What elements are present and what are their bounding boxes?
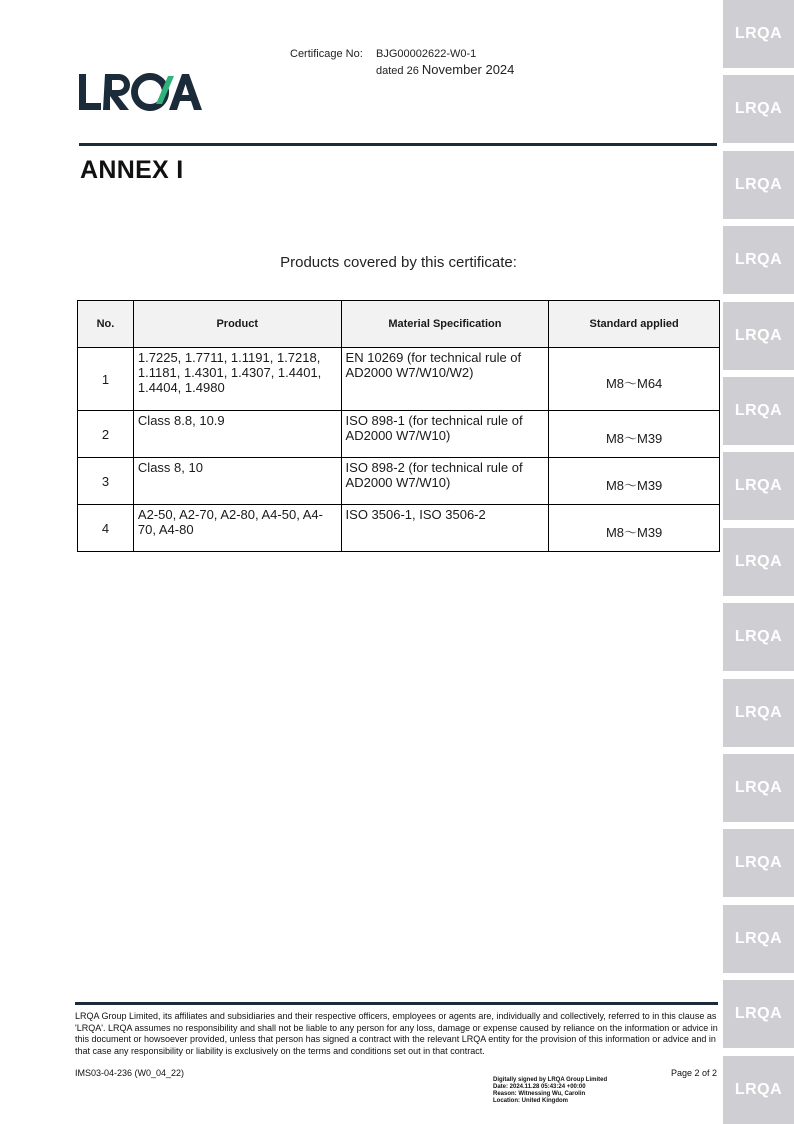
side-tab-logo: LRQA <box>723 528 794 596</box>
side-tab-logo: LRQA <box>723 0 794 68</box>
certificate-date-month-year: November 2024 <box>421 62 515 77</box>
cell-no: 1 <box>78 348 134 411</box>
signature-line: Digitally signed by LRQA Group Limited <box>493 1077 608 1083</box>
col-header-no: No. <box>78 301 134 348</box>
cell-product: A2-50, A2-70, A2-80, A4-50, A4-70, A4-80 <box>133 505 341 552</box>
certificate-number-label: Certificage No: <box>290 48 363 60</box>
annex-title: ANNEX I <box>80 156 184 184</box>
certificate-date-prefix: dated 26 <box>376 65 419 77</box>
table-header-row <box>78 301 720 348</box>
cell-standard: M8～M39 <box>549 505 720 552</box>
side-tab-logo: LRQA <box>723 905 794 973</box>
products-table <box>77 300 720 552</box>
footer-divider <box>75 1002 718 1005</box>
cell-standard: M8～M64 <box>549 348 720 411</box>
cell-product: Class 8, 10 <box>133 458 341 505</box>
disclaimer-text: LRQA Group Limited, its affiliates and subsidiaries and their respective officers, employees or agents are, individually and collectively, referred to in this clause as 'LRQA'. LRQA assumes no responsibility and shall not be liable to any person for any loss, damage or expense caused by reliance on the information or advice in this document or howsoever provided, unless that person has signed a contract with the relevant LRQA entity for the provision of this information or advice and in that case any responsibility or liability is exclusively on the terms and conditions set out in that contract. <box>75 1011 718 1056</box>
lrqa-logo <box>78 70 202 119</box>
form-code: IMS03-04-236 (W0_04_22) <box>75 1068 185 1078</box>
side-tab-logo: LRQA <box>723 302 794 370</box>
signature-line: Reason: Witnessing Wu, Carolin <box>493 1091 586 1097</box>
side-tab-logo: LRQA <box>723 452 794 520</box>
cell-material: ISO 898-2 (for technical rule of AD2000 W7/W10) <box>341 458 549 505</box>
cell-no: 3 <box>78 458 134 505</box>
side-tab-logo: LRQA <box>723 226 794 294</box>
header-divider <box>79 143 717 146</box>
side-tab-logo: LRQA <box>723 151 794 219</box>
signature-line: Date: 2024.11.28 05:43:24 +00:00 <box>493 1084 586 1090</box>
cell-standard: M8～M39 <box>549 458 720 505</box>
side-tab-strip <box>723 0 794 1123</box>
cell-product: 1.7225, 1.7711, 1.1191, 1.7218, 1.1181, 1.4301, 1.4307, 1.4401, 1.4404, 1.4980 <box>133 348 341 411</box>
cell-no: 2 <box>78 411 134 458</box>
page-number: Page 2 of 2 <box>671 1068 718 1078</box>
side-tab-logo: LRQA <box>723 1056 794 1124</box>
side-tab-logo: LRQA <box>723 679 794 747</box>
side-tab-logo: LRQA <box>723 754 794 822</box>
cell-material: EN 10269 (for technical rule of AD2000 W7/W10/W2) <box>341 348 549 411</box>
table-row <box>78 458 720 505</box>
certificate-number <box>290 48 476 60</box>
side-tab-logo: LRQA <box>723 603 794 671</box>
col-header-material: Material Specification <box>341 301 549 348</box>
cell-product: Class 8.8, 10.9 <box>133 411 341 458</box>
products-subtitle: Products covered by this certificate: <box>280 254 517 271</box>
digital-signature <box>493 1077 607 1105</box>
signature-line: Location: United Kingdom <box>493 1098 568 1104</box>
cell-no: 4 <box>78 505 134 552</box>
col-header-product: Product <box>133 301 341 348</box>
certificate-number-value: BJG00002622-W0-1 <box>376 48 477 60</box>
table-row <box>78 411 720 458</box>
cell-material: ISO 3506-1, ISO 3506-2 <box>341 505 549 552</box>
table-row <box>78 505 720 552</box>
col-header-standard: Standard applied <box>549 301 720 348</box>
cell-standard: M8～M39 <box>549 411 720 458</box>
side-tab-logo: LRQA <box>723 980 794 1048</box>
side-tab-logo: LRQA <box>723 377 794 445</box>
table-row <box>78 348 720 411</box>
certificate-date <box>376 62 514 77</box>
side-tab-logo: LRQA <box>723 75 794 143</box>
side-tab-logo: LRQA <box>723 829 794 897</box>
cell-material: ISO 898-1 (for technical rule of AD2000 W7/W10) <box>341 411 549 458</box>
